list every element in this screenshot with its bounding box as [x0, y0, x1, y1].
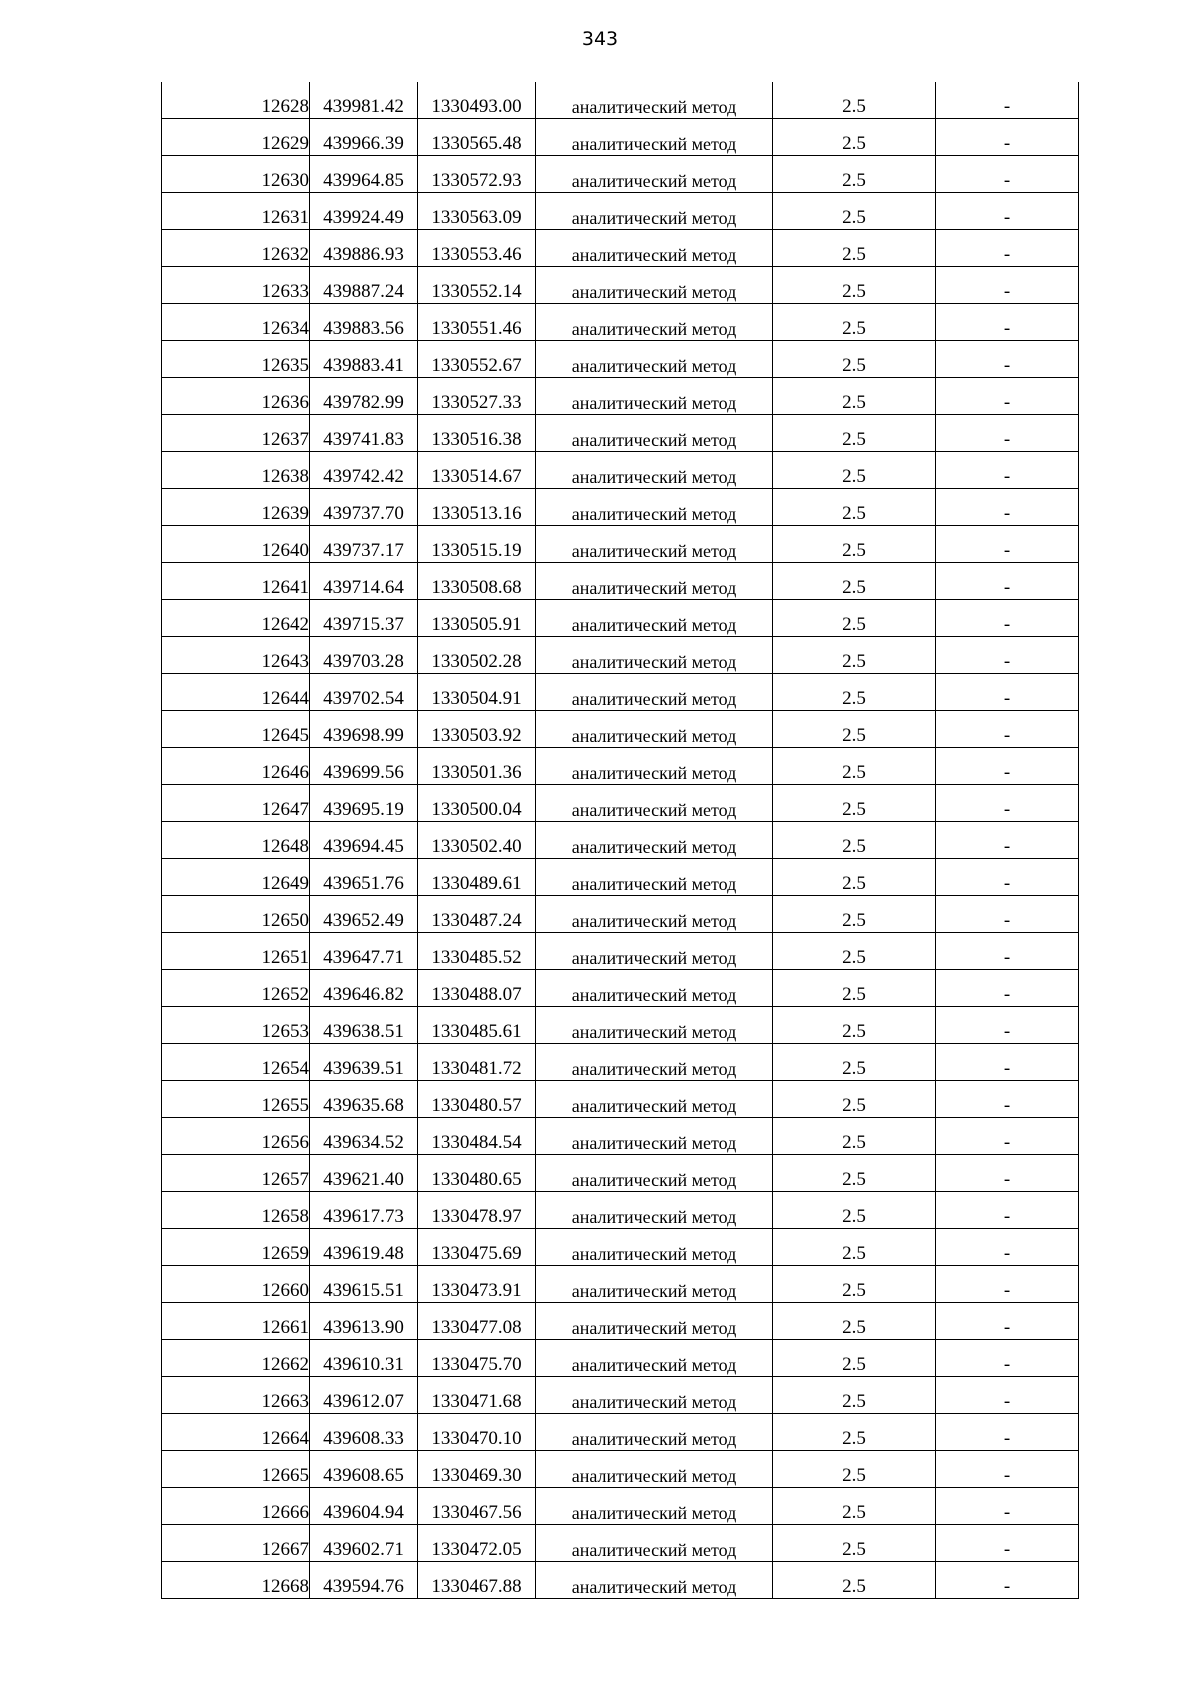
- y-coordinate-cell: 1330472.05: [418, 1525, 536, 1562]
- x-coordinate-cell: 439610.31: [310, 1340, 418, 1377]
- method-cell: аналитический метод: [536, 82, 773, 119]
- accuracy-cell: 2.5: [773, 1118, 936, 1155]
- x-coordinate-cell: 439737.17: [310, 526, 418, 563]
- point-number-cell: 12652: [162, 970, 310, 1007]
- y-coordinate-cell: 1330504.91: [418, 674, 536, 711]
- x-coordinate-cell: 439924.49: [310, 193, 418, 230]
- method-cell: аналитический метод: [536, 341, 773, 378]
- table-row: [162, 933, 1079, 970]
- accuracy-cell: 2.5: [773, 600, 936, 637]
- note-cell: -: [936, 1118, 1079, 1155]
- note-cell: -: [936, 748, 1079, 785]
- y-coordinate-cell: 1330467.88: [418, 1562, 536, 1599]
- table-row: [162, 304, 1079, 341]
- note-cell: -: [936, 637, 1079, 674]
- note-cell: -: [936, 1303, 1079, 1340]
- note-cell: -: [936, 526, 1079, 563]
- y-coordinate-cell: 1330473.91: [418, 1266, 536, 1303]
- accuracy-cell: 2.5: [773, 415, 936, 452]
- x-coordinate-cell: 439883.41: [310, 341, 418, 378]
- note-cell: -: [936, 1377, 1079, 1414]
- x-coordinate-cell: 439602.71: [310, 1525, 418, 1562]
- note-cell: -: [936, 970, 1079, 1007]
- point-number-cell: 12660: [162, 1266, 310, 1303]
- y-coordinate-cell: 1330485.61: [418, 1007, 536, 1044]
- method-cell: аналитический метод: [536, 378, 773, 415]
- table-row: [162, 119, 1079, 156]
- point-number-cell: 12641: [162, 563, 310, 600]
- method-cell: аналитический метод: [536, 452, 773, 489]
- accuracy-cell: 2.5: [773, 489, 936, 526]
- x-coordinate-cell: 439694.45: [310, 822, 418, 859]
- point-number-cell: 12662: [162, 1340, 310, 1377]
- point-number-cell: 12637: [162, 415, 310, 452]
- method-cell: аналитический метод: [536, 637, 773, 674]
- table-row: [162, 785, 1079, 822]
- x-coordinate-cell: 439617.73: [310, 1192, 418, 1229]
- method-cell: аналитический метод: [536, 1414, 773, 1451]
- accuracy-cell: 2.5: [773, 1081, 936, 1118]
- method-cell: аналитический метод: [536, 1525, 773, 1562]
- method-cell: аналитический метод: [536, 711, 773, 748]
- point-number-cell: 12635: [162, 341, 310, 378]
- note-cell: -: [936, 785, 1079, 822]
- note-cell: -: [936, 119, 1079, 156]
- accuracy-cell: 2.5: [773, 674, 936, 711]
- y-coordinate-cell: 1330552.14: [418, 267, 536, 304]
- table-row: [162, 1192, 1079, 1229]
- point-number-cell: 12665: [162, 1451, 310, 1488]
- x-coordinate-cell: 439615.51: [310, 1266, 418, 1303]
- x-coordinate-cell: 439608.65: [310, 1451, 418, 1488]
- note-cell: -: [936, 1525, 1079, 1562]
- point-number-cell: 12651: [162, 933, 310, 970]
- note-cell: -: [936, 1044, 1079, 1081]
- accuracy-cell: 2.5: [773, 859, 936, 896]
- point-number-cell: 12668: [162, 1562, 310, 1599]
- table-row: [162, 1118, 1079, 1155]
- method-cell: аналитический метод: [536, 1118, 773, 1155]
- point-number-cell: 12638: [162, 452, 310, 489]
- accuracy-cell: 2.5: [773, 1229, 936, 1266]
- method-cell: аналитический метод: [536, 230, 773, 267]
- y-coordinate-cell: 1330513.16: [418, 489, 536, 526]
- accuracy-cell: 2.5: [773, 563, 936, 600]
- table-row: [162, 489, 1079, 526]
- accuracy-cell: 2.5: [773, 156, 936, 193]
- point-number-cell: 12644: [162, 674, 310, 711]
- y-coordinate-cell: 1330470.10: [418, 1414, 536, 1451]
- y-coordinate-cell: 1330515.19: [418, 526, 536, 563]
- y-coordinate-cell: 1330527.33: [418, 378, 536, 415]
- table-row: [162, 1562, 1079, 1599]
- point-number-cell: 12667: [162, 1525, 310, 1562]
- note-cell: -: [936, 674, 1079, 711]
- table-row: [162, 82, 1079, 119]
- y-coordinate-cell: 1330502.40: [418, 822, 536, 859]
- point-number-cell: 12639: [162, 489, 310, 526]
- y-coordinate-cell: 1330516.38: [418, 415, 536, 452]
- x-coordinate-cell: 439638.51: [310, 1007, 418, 1044]
- table-row: [162, 1266, 1079, 1303]
- note-cell: -: [936, 1414, 1079, 1451]
- y-coordinate-cell: 1330572.93: [418, 156, 536, 193]
- note-cell: -: [936, 1081, 1079, 1118]
- x-coordinate-cell: 439619.48: [310, 1229, 418, 1266]
- accuracy-cell: 2.5: [773, 748, 936, 785]
- note-cell: -: [936, 1488, 1079, 1525]
- point-number-cell: 12645: [162, 711, 310, 748]
- table-row: [162, 1229, 1079, 1266]
- table-row: [162, 1488, 1079, 1525]
- x-coordinate-cell: 439887.24: [310, 267, 418, 304]
- x-coordinate-cell: 439695.19: [310, 785, 418, 822]
- note-cell: -: [936, 711, 1079, 748]
- point-number-cell: 12657: [162, 1155, 310, 1192]
- method-cell: аналитический метод: [536, 822, 773, 859]
- table-row: [162, 859, 1079, 896]
- method-cell: аналитический метод: [536, 933, 773, 970]
- method-cell: аналитический метод: [536, 526, 773, 563]
- y-coordinate-cell: 1330551.46: [418, 304, 536, 341]
- method-cell: аналитический метод: [536, 970, 773, 1007]
- point-number-cell: 12642: [162, 600, 310, 637]
- y-coordinate-cell: 1330565.48: [418, 119, 536, 156]
- accuracy-cell: 2.5: [773, 1266, 936, 1303]
- accuracy-cell: 2.5: [773, 896, 936, 933]
- point-number-cell: 12629: [162, 119, 310, 156]
- method-cell: аналитический метод: [536, 1081, 773, 1118]
- method-cell: аналитический метод: [536, 1044, 773, 1081]
- y-coordinate-cell: 1330467.56: [418, 1488, 536, 1525]
- x-coordinate-cell: 439698.99: [310, 711, 418, 748]
- method-cell: аналитический метод: [536, 415, 773, 452]
- accuracy-cell: 2.5: [773, 1488, 936, 1525]
- point-number-cell: 12649: [162, 859, 310, 896]
- note-cell: -: [936, 415, 1079, 452]
- table-row: [162, 896, 1079, 933]
- x-coordinate-cell: 439639.51: [310, 1044, 418, 1081]
- y-coordinate-cell: 1330503.92: [418, 711, 536, 748]
- x-coordinate-cell: 439635.68: [310, 1081, 418, 1118]
- x-coordinate-cell: 439714.64: [310, 563, 418, 600]
- point-number-cell: 12654: [162, 1044, 310, 1081]
- point-number-cell: 12648: [162, 822, 310, 859]
- method-cell: аналитический метод: [536, 1007, 773, 1044]
- coordinates-table-body: [162, 82, 1079, 1599]
- accuracy-cell: 2.5: [773, 1192, 936, 1229]
- accuracy-cell: 2.5: [773, 1155, 936, 1192]
- table-row: [162, 526, 1079, 563]
- table-row: [162, 1155, 1079, 1192]
- y-coordinate-cell: 1330505.91: [418, 600, 536, 637]
- point-number-cell: 12658: [162, 1192, 310, 1229]
- accuracy-cell: 2.5: [773, 637, 936, 674]
- y-coordinate-cell: 1330485.52: [418, 933, 536, 970]
- y-coordinate-cell: 1330489.61: [418, 859, 536, 896]
- y-coordinate-cell: 1330563.09: [418, 193, 536, 230]
- point-number-cell: 12630: [162, 156, 310, 193]
- x-coordinate-cell: 439715.37: [310, 600, 418, 637]
- table-row: [162, 156, 1079, 193]
- y-coordinate-cell: 1330469.30: [418, 1451, 536, 1488]
- table-row: [162, 1303, 1079, 1340]
- coordinates-table: [161, 82, 1079, 1599]
- y-coordinate-cell: 1330484.54: [418, 1118, 536, 1155]
- x-coordinate-cell: 439883.56: [310, 304, 418, 341]
- accuracy-cell: 2.5: [773, 1414, 936, 1451]
- note-cell: -: [936, 156, 1079, 193]
- table-row: [162, 674, 1079, 711]
- x-coordinate-cell: 439594.76: [310, 1562, 418, 1599]
- method-cell: аналитический метод: [536, 489, 773, 526]
- note-cell: -: [936, 1229, 1079, 1266]
- x-coordinate-cell: 439613.90: [310, 1303, 418, 1340]
- accuracy-cell: 2.5: [773, 119, 936, 156]
- table-row: [162, 1451, 1079, 1488]
- table-row: [162, 600, 1079, 637]
- point-number-cell: 12628: [162, 82, 310, 119]
- note-cell: -: [936, 933, 1079, 970]
- accuracy-cell: 2.5: [773, 711, 936, 748]
- method-cell: аналитический метод: [536, 1377, 773, 1414]
- note-cell: -: [936, 1451, 1079, 1488]
- note-cell: -: [936, 341, 1079, 378]
- table-row: [162, 452, 1079, 489]
- y-coordinate-cell: 1330502.28: [418, 637, 536, 674]
- point-number-cell: 12659: [162, 1229, 310, 1266]
- note-cell: -: [936, 304, 1079, 341]
- point-number-cell: 12631: [162, 193, 310, 230]
- note-cell: -: [936, 563, 1079, 600]
- method-cell: аналитический метод: [536, 267, 773, 304]
- table-row: [162, 1081, 1079, 1118]
- y-coordinate-cell: 1330514.67: [418, 452, 536, 489]
- point-number-cell: 12655: [162, 1081, 310, 1118]
- method-cell: аналитический метод: [536, 1192, 773, 1229]
- point-number-cell: 12656: [162, 1118, 310, 1155]
- y-coordinate-cell: 1330488.07: [418, 970, 536, 1007]
- note-cell: -: [936, 82, 1079, 119]
- method-cell: аналитический метод: [536, 193, 773, 230]
- point-number-cell: 12661: [162, 1303, 310, 1340]
- table-row: [162, 230, 1079, 267]
- x-coordinate-cell: 439964.85: [310, 156, 418, 193]
- table-row: [162, 637, 1079, 674]
- method-cell: аналитический метод: [536, 896, 773, 933]
- accuracy-cell: 2.5: [773, 1525, 936, 1562]
- note-cell: -: [936, 1562, 1079, 1599]
- x-coordinate-cell: 439651.76: [310, 859, 418, 896]
- method-cell: аналитический метод: [536, 1229, 773, 1266]
- method-cell: аналитический метод: [536, 119, 773, 156]
- note-cell: -: [936, 267, 1079, 304]
- method-cell: аналитический метод: [536, 1562, 773, 1599]
- table-row: [162, 1340, 1079, 1377]
- method-cell: аналитический метод: [536, 1340, 773, 1377]
- x-coordinate-cell: 439652.49: [310, 896, 418, 933]
- x-coordinate-cell: 439741.83: [310, 415, 418, 452]
- table-row: [162, 1525, 1079, 1562]
- x-coordinate-cell: 439703.28: [310, 637, 418, 674]
- accuracy-cell: 2.5: [773, 1562, 936, 1599]
- x-coordinate-cell: 439782.99: [310, 378, 418, 415]
- note-cell: -: [936, 1340, 1079, 1377]
- method-cell: аналитический метод: [536, 1488, 773, 1525]
- y-coordinate-cell: 1330478.97: [418, 1192, 536, 1229]
- x-coordinate-cell: 439742.42: [310, 452, 418, 489]
- accuracy-cell: 2.5: [773, 526, 936, 563]
- accuracy-cell: 2.5: [773, 341, 936, 378]
- accuracy-cell: 2.5: [773, 1044, 936, 1081]
- x-coordinate-cell: 439621.40: [310, 1155, 418, 1192]
- accuracy-cell: 2.5: [773, 452, 936, 489]
- y-coordinate-cell: 1330471.68: [418, 1377, 536, 1414]
- y-coordinate-cell: 1330477.08: [418, 1303, 536, 1340]
- point-number-cell: 12647: [162, 785, 310, 822]
- point-number-cell: 12650: [162, 896, 310, 933]
- method-cell: аналитический метод: [536, 156, 773, 193]
- table-row: [162, 267, 1079, 304]
- y-coordinate-cell: 1330480.57: [418, 1081, 536, 1118]
- point-number-cell: 12663: [162, 1377, 310, 1414]
- page-number: 343: [581, 28, 619, 50]
- point-number-cell: 12643: [162, 637, 310, 674]
- table-row: [162, 341, 1079, 378]
- point-number-cell: 12636: [162, 378, 310, 415]
- method-cell: аналитический метод: [536, 1303, 773, 1340]
- table-row: [162, 193, 1079, 230]
- accuracy-cell: 2.5: [773, 230, 936, 267]
- y-coordinate-cell: 1330475.69: [418, 1229, 536, 1266]
- point-number-cell: 12653: [162, 1007, 310, 1044]
- note-cell: -: [936, 378, 1079, 415]
- x-coordinate-cell: 439702.54: [310, 674, 418, 711]
- method-cell: аналитический метод: [536, 1266, 773, 1303]
- x-coordinate-cell: 439612.07: [310, 1377, 418, 1414]
- x-coordinate-cell: 439604.94: [310, 1488, 418, 1525]
- point-number-cell: 12640: [162, 526, 310, 563]
- x-coordinate-cell: 439608.33: [310, 1414, 418, 1451]
- method-cell: аналитический метод: [536, 859, 773, 896]
- table-row: [162, 563, 1079, 600]
- point-number-cell: 12666: [162, 1488, 310, 1525]
- method-cell: аналитический метод: [536, 674, 773, 711]
- method-cell: аналитический метод: [536, 748, 773, 785]
- table-row: [162, 1007, 1079, 1044]
- note-cell: -: [936, 230, 1079, 267]
- accuracy-cell: 2.5: [773, 822, 936, 859]
- x-coordinate-cell: 439634.52: [310, 1118, 418, 1155]
- accuracy-cell: 2.5: [773, 1007, 936, 1044]
- method-cell: аналитический метод: [536, 785, 773, 822]
- note-cell: -: [936, 1007, 1079, 1044]
- y-coordinate-cell: 1330475.70: [418, 1340, 536, 1377]
- point-number-cell: 12633: [162, 267, 310, 304]
- x-coordinate-cell: 439737.70: [310, 489, 418, 526]
- point-number-cell: 12646: [162, 748, 310, 785]
- note-cell: -: [936, 822, 1079, 859]
- note-cell: -: [936, 1266, 1079, 1303]
- method-cell: аналитический метод: [536, 304, 773, 341]
- table-row: [162, 748, 1079, 785]
- table-row: [162, 415, 1079, 452]
- point-number-cell: 12632: [162, 230, 310, 267]
- note-cell: -: [936, 600, 1079, 637]
- y-coordinate-cell: 1330487.24: [418, 896, 536, 933]
- y-coordinate-cell: 1330552.67: [418, 341, 536, 378]
- accuracy-cell: 2.5: [773, 267, 936, 304]
- accuracy-cell: 2.5: [773, 1303, 936, 1340]
- table-row: [162, 1414, 1079, 1451]
- accuracy-cell: 2.5: [773, 1340, 936, 1377]
- accuracy-cell: 2.5: [773, 933, 936, 970]
- table-row: [162, 822, 1079, 859]
- note-cell: -: [936, 489, 1079, 526]
- x-coordinate-cell: 439981.42: [310, 82, 418, 119]
- method-cell: аналитический метод: [536, 563, 773, 600]
- accuracy-cell: 2.5: [773, 193, 936, 230]
- table-row: [162, 970, 1079, 1007]
- table-row: [162, 1377, 1079, 1414]
- x-coordinate-cell: 439699.56: [310, 748, 418, 785]
- accuracy-cell: 2.5: [773, 785, 936, 822]
- note-cell: -: [936, 1155, 1079, 1192]
- accuracy-cell: 2.5: [773, 82, 936, 119]
- point-number-cell: 12664: [162, 1414, 310, 1451]
- x-coordinate-cell: 439646.82: [310, 970, 418, 1007]
- note-cell: -: [936, 1192, 1079, 1229]
- method-cell: аналитический метод: [536, 1451, 773, 1488]
- method-cell: аналитический метод: [536, 600, 773, 637]
- accuracy-cell: 2.5: [773, 378, 936, 415]
- x-coordinate-cell: 439886.93: [310, 230, 418, 267]
- table-row: [162, 1044, 1079, 1081]
- x-coordinate-cell: 439647.71: [310, 933, 418, 970]
- accuracy-cell: 2.5: [773, 1377, 936, 1414]
- note-cell: -: [936, 859, 1079, 896]
- y-coordinate-cell: 1330501.36: [418, 748, 536, 785]
- note-cell: -: [936, 193, 1079, 230]
- note-cell: -: [936, 896, 1079, 933]
- table-row: [162, 378, 1079, 415]
- note-cell: -: [936, 452, 1079, 489]
- y-coordinate-cell: 1330480.65: [418, 1155, 536, 1192]
- point-number-cell: 12634: [162, 304, 310, 341]
- y-coordinate-cell: 1330500.04: [418, 785, 536, 822]
- y-coordinate-cell: 1330481.72: [418, 1044, 536, 1081]
- accuracy-cell: 2.5: [773, 1451, 936, 1488]
- accuracy-cell: 2.5: [773, 970, 936, 1007]
- x-coordinate-cell: 439966.39: [310, 119, 418, 156]
- accuracy-cell: 2.5: [773, 304, 936, 341]
- method-cell: аналитический метод: [536, 1155, 773, 1192]
- y-coordinate-cell: 1330508.68: [418, 563, 536, 600]
- y-coordinate-cell: 1330553.46: [418, 230, 536, 267]
- y-coordinate-cell: 1330493.00: [418, 82, 536, 119]
- table-row: [162, 711, 1079, 748]
